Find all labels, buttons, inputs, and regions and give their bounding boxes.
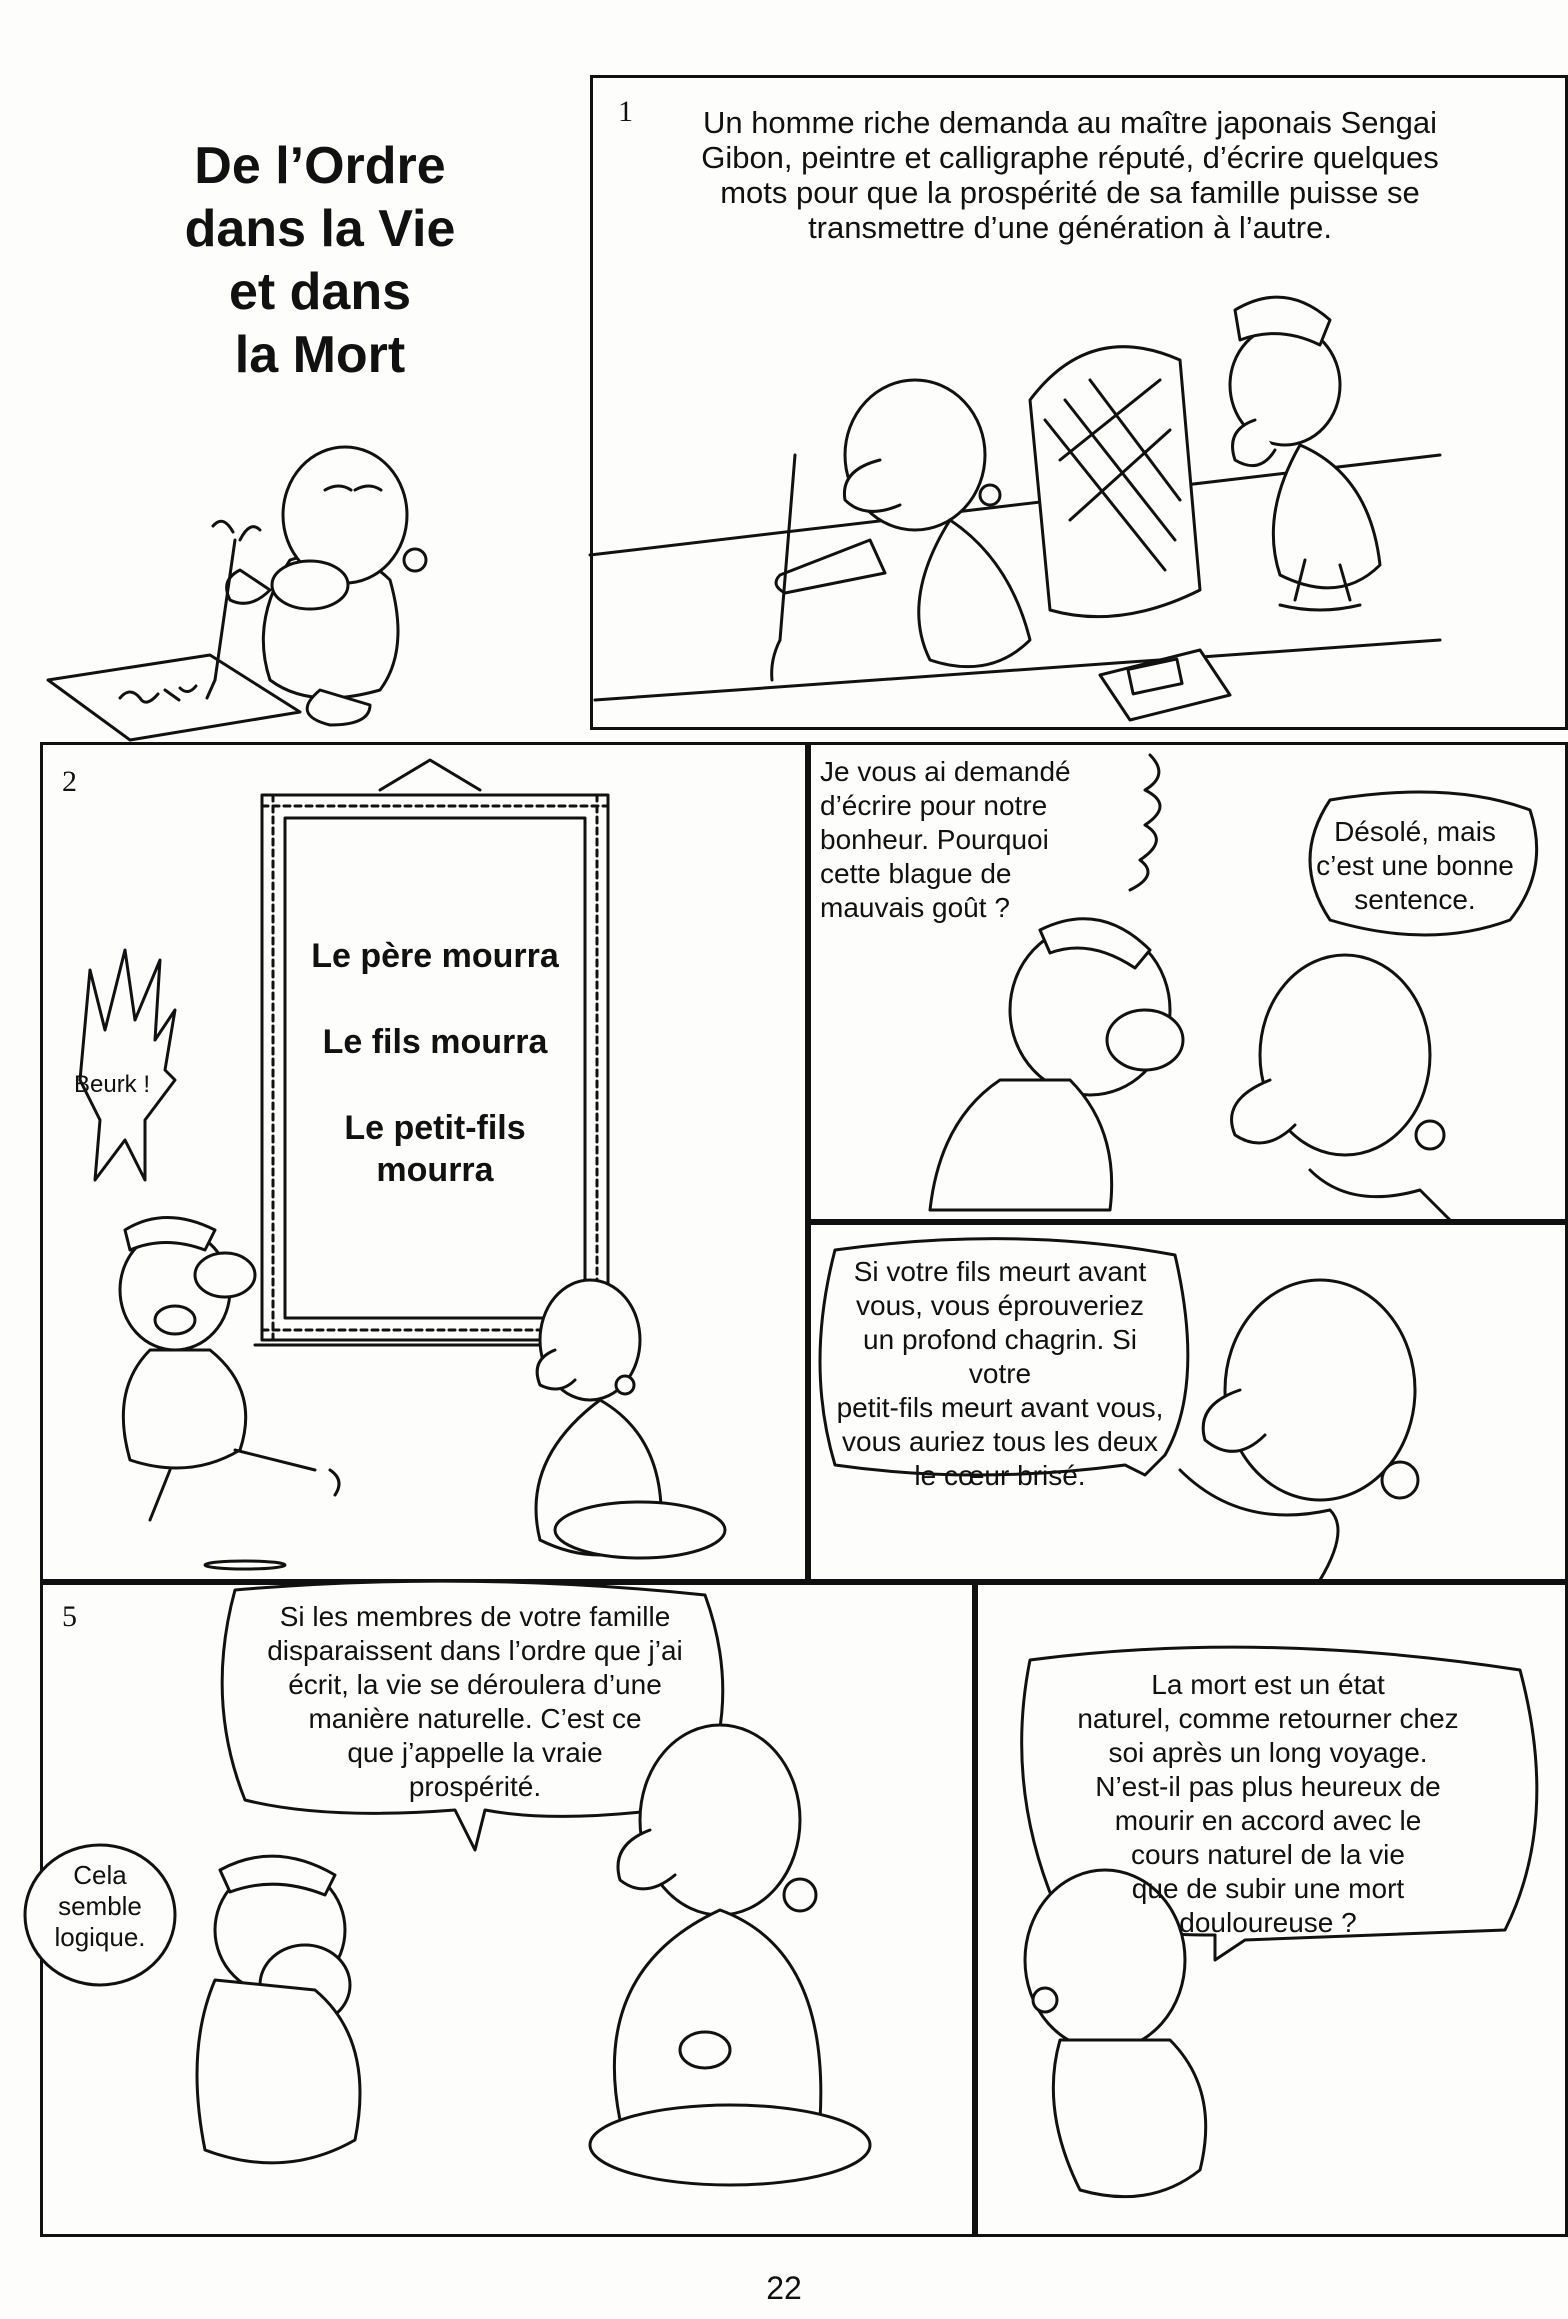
master-robe [1053, 2040, 1205, 2197]
speech-line: que j’appelle la vraie [347, 1737, 603, 1768]
speech-line: La mort est un état [1151, 1669, 1385, 1700]
panel-number: 5 [62, 1600, 77, 1633]
earring [1033, 1988, 1057, 2012]
exclaim-text: Beurk ! [73, 1071, 151, 1098]
page-number: 22 [766, 2270, 802, 2306]
scroll-line: Le fils mourra [322, 1023, 548, 1061]
speech-line: Désolé, mais [1334, 816, 1496, 847]
title-line: et dans [228, 263, 412, 321]
speech-line: manière naturelle. C’est ce [308, 1703, 642, 1734]
caption-line: Gibon, peintre et calligraphe réputé, d’écrire quelques [701, 140, 1439, 175]
speech-line: douloureuse ? [1179, 1907, 1357, 1938]
speech-line: bonheur. Pourquoi [820, 824, 1049, 855]
speech-line: un profond chagrin. Si votre [863, 1324, 1137, 1389]
speech-line: d’écrire pour notre [820, 790, 1048, 821]
caption-line: mots pour que la prospérité de sa famille puisse se [720, 175, 1420, 210]
master-speech [1018, 1668, 1518, 1940]
speech-line: c’est une bonne [1316, 850, 1514, 881]
caption-line: Un homme riche demanda au maître japonais Sengai [702, 105, 1438, 140]
speech-line: logique. [54, 1922, 146, 1952]
speech-line: petit-fils meurt avant vous, [836, 1392, 1164, 1423]
speech-line: Si votre fils meurt avant [853, 1256, 1147, 1287]
speech-line: cours naturel de la vie [1131, 1839, 1405, 1870]
speech-line: semble [58, 1891, 142, 1921]
speech-line: Si les membres de votre famille [279, 1601, 671, 1632]
panel-number: 2 [62, 765, 77, 798]
speech-line: que de subir une mort [1131, 1873, 1405, 1904]
speech-line: vous auriez tous les deux [842, 1426, 1158, 1457]
caption-line: transmettre d’une génération à l’autre. [808, 210, 1332, 245]
scroll-line: Le père mourra [311, 937, 559, 975]
speech-line: prospérité. [408, 1771, 542, 1802]
scroll-line: mourra [376, 1151, 494, 1189]
speech-line: écrit, la vie se déroulera d’une [288, 1669, 662, 1700]
speech-line: Cela [73, 1860, 127, 1890]
scroll-line: Le petit-fils [344, 1109, 526, 1147]
speech-line: mourir en accord avec le [1114, 1805, 1422, 1836]
panel-number: 1 [618, 95, 633, 128]
speech-line: naturel, comme retourner chez [1077, 1703, 1459, 1734]
title-line: dans la Vie [184, 200, 456, 258]
speech-line: cette blague de [820, 858, 1012, 889]
speech-line: Je vous ai demandé [820, 756, 1071, 787]
speech-line: vous, vous éprouveriez [856, 1290, 1144, 1321]
speech-line: soi après un long voyage. [1108, 1737, 1428, 1768]
speech-line: sentence. [1354, 884, 1476, 915]
speech-line: N’est-il pas plus heureux de [1095, 1771, 1441, 1802]
speech-line: disparaissent dans l’ordre que j’ai [267, 1635, 683, 1666]
title-line: la Mort [234, 326, 406, 384]
title-line: De l’Ordre [194, 137, 446, 195]
speech-line: le cœur brisé. [914, 1460, 1086, 1491]
speech-line: mauvais goût ? [820, 892, 1010, 923]
